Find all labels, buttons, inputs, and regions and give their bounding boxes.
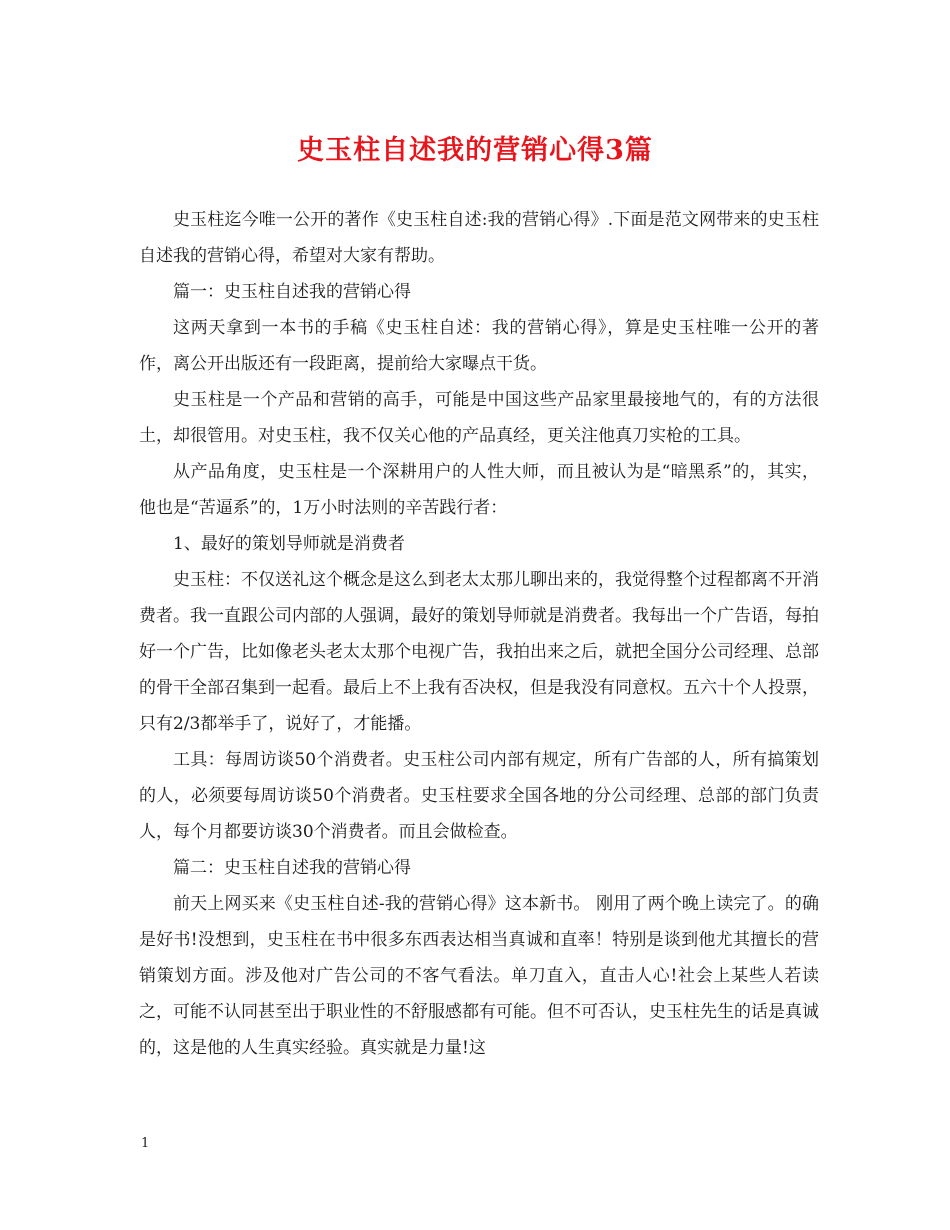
paragraph: 史玉柱是一个产品和营销的高手，可能是中国这些产品家里最接地气的，有的方法很土，却很管用。对史玉柱，我不仅关心他的产品真经，更关注他真刀实枪的工具。 [139,390,819,446]
list-item-heading: 1、最好的策划导师就是消费者 [173,534,405,554]
section-heading-2: 篇二：史玉柱自述我的营销心得 [173,858,411,878]
paragraph: 前天上网买来《史玉柱自述-我的营销心得》这本新书。 刚用了两个晚上读完了。的确是好书!没想到，史玉柱在书中很多东西表达相当真诚和直率！特别是谈到他尤其擅长的营销策划方面。涉及他对广告公司的不客气看法。单刀直入，直击人心!社会上某些人若读之，可能不认同甚至出于职业性的不舒服感都有可能。但不可否认，史玉柱先生的话是真诚的，这是他的人生真实经验。真实就是力量!这 [139,894,819,1058]
paragraph-intro: 史玉柱迄今唯一公开的著作《史玉柱自述:我的营销心得》.下面是范文网带来的史玉柱自述我的营销心得，希望对大家有帮助。 [139,210,819,266]
paragraph: 史玉柱：不仅送礼这个概念是这么到老太太那儿聊出来的，我觉得整个过程都离不开消费者。我一直跟公司内部的人强调，最好的策划导师就是消费者。我每出一个广告语，每拍好一个广告，比如像老头老太太那个电视广告，我拍出来之后，就把全国分公司经理、总部的骨干全部召集到一起看。最后上不上我有否决权，但是我没有同意权。五六十个人投票，只有2/3都举手了，说好了，才能播。 [139,570,819,734]
section-heading-1: 篇一：史玉柱自述我的营销心得 [173,282,411,302]
document-title: 史玉柱自述我的营销心得3篇 [297,135,653,166]
page-number: 1 [141,1136,150,1151]
document-body [139,202,819,1066]
paragraph: 这两天拿到一本书的手稿《史玉柱自述：我的营销心得》，算是史玉柱唯一公开的著作，离公开出版还有一段距离，提前给大家曝点干货。 [139,318,819,374]
paragraph: 从产品角度，史玉柱是一个深耕用户的人性大师，而且被认为是“暗黑系”的，其实，他也是“苦逼系”的，1万小时法则的辛苦践行者： [139,462,819,518]
paragraph: 工具：每周访谈50个消费者。史玉柱公司内部有规定，所有广告部的人，所有搞策划的人，必须要每周访谈50个消费者。史玉柱要求全国各地的分公司经理、总部的部门负责人，每个月都要访谈30个消费者。而且会做检查。 [139,750,819,842]
